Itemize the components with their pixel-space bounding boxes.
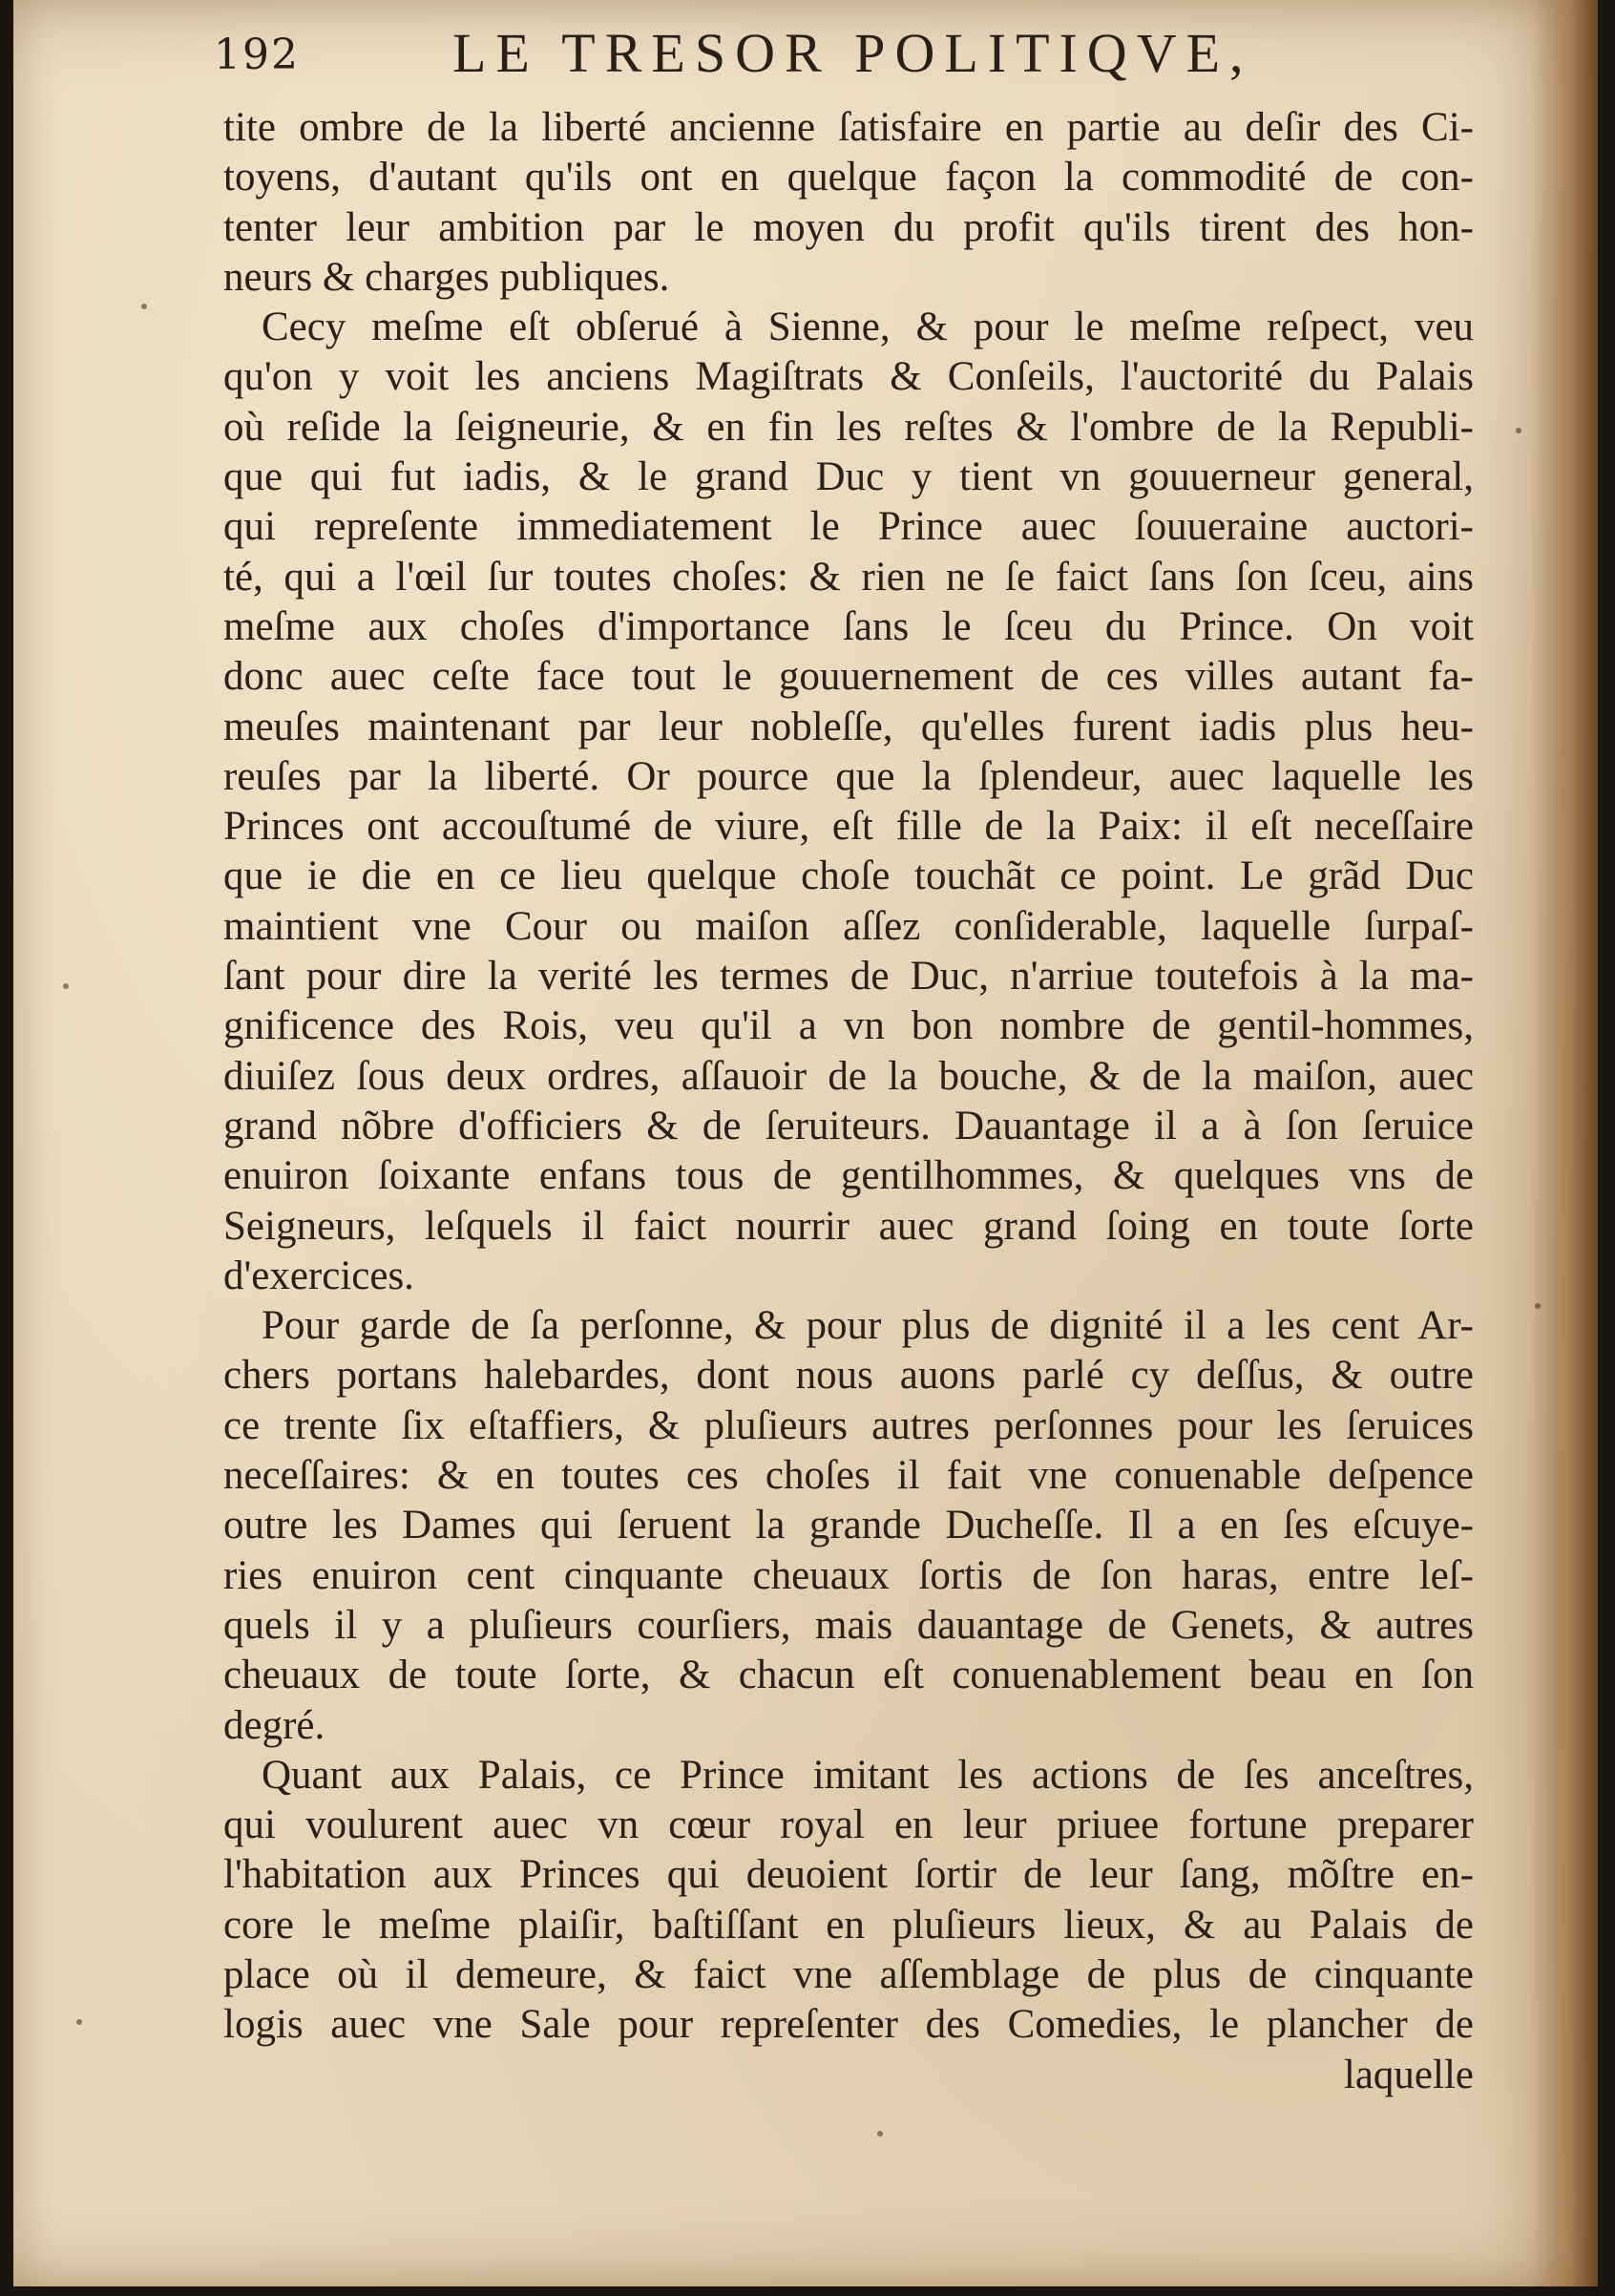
paper-speck: [141, 304, 147, 309]
text-line: Seigneurs, leſquels il faict nourrir auec grand ſoing en toute ſorte: [223, 1203, 1474, 1249]
text-line: tite ombre de la liberté ancienne ſatisfaire en partie au deſir des Ci-: [223, 105, 1474, 150]
text-line: chers portans halebardes, dont nous auons parlé cy deſſus, & outre: [223, 1353, 1474, 1399]
text-line: que qui fut iadis, & le grand Duc y tient vn gouuerneur general,: [223, 454, 1474, 500]
text-line: meuſes maintenant par leur nobleſſe, qu'elles furent iadis plus heu-: [223, 704, 1474, 749]
text-line: Quant aux Palais, ce Prince imitant les actions de ſes anceſtres,: [262, 1752, 1474, 1798]
text-line: l'habitation aux Princes qui deuoient ſortir de leur ſang, mõſtre en-: [223, 1852, 1474, 1898]
text-line: Cecy meſme eſt obſerué à Sienne, & pour le meſme reſpect, veu: [262, 305, 1474, 350]
text-line: où reſide la ſeigneurie, & en fin les reſtes & l'ombre de la Republi-: [223, 404, 1474, 450]
text-line: reuſes par la liberté. Or pource que la ſplendeur, auec laquelle les: [223, 753, 1474, 799]
text-line: qui repreſente immediatement le Prince auec ſouueraine auctori-: [223, 504, 1474, 550]
catchword: laquelle: [1343, 2052, 1474, 2097]
text-line: place où il demeure, & faict vne aſſemblage de plus de cinquante: [223, 1951, 1474, 1997]
text-line: toyens, d'autant qu'ils ont en quelque façon la commodité de con-: [223, 155, 1474, 200]
book-page: [13, 0, 1598, 2286]
text-line: tenter leur ambition par le moyen du profit qu'ils tirent des hon-: [223, 204, 1474, 250]
paper-speck: [877, 2131, 883, 2137]
text-line: gnificence des Rois, veu qu'il a vn bon nombre de gentil-hommes,: [223, 1003, 1474, 1049]
text-line: grand nõbre d'officiers & de ſeruiteurs. Dauantage il a à ſon ſeruice: [223, 1103, 1474, 1148]
text-line: ce trente ſix eſtaffiers, & pluſieurs autres perſonnes pour les ſeruices: [223, 1402, 1474, 1448]
text-line: quels il y a pluſieurs courſiers, mais dauantage de Genets, & autres: [223, 1602, 1474, 1648]
text-line: diuiſez ſous deux ordres, aſſauoir de la bouche, & de la maiſon, auec: [223, 1053, 1474, 1099]
text-line: Princes ont accouſtumé de viure, eſt fille de la Paix: il eſt neceſſaire: [223, 804, 1474, 850]
text-line: qu'on y voit les anciens Magiſtrats & Conſeils, l'auctorité du Palais: [223, 354, 1474, 400]
text-line: cheuaux de toute ſorte, & chacun eſt conuenablement beau en ſon: [223, 1653, 1474, 1698]
body-text: [223, 103, 1474, 2100]
text-line: qui voulurent auec vn cœur royal en leur priuee fortune preparer: [223, 1802, 1474, 1848]
page-number: 192: [214, 31, 300, 79]
text-line: neurs & charges publiques.: [223, 254, 670, 300]
text-line: Pour garde de ſa perſonne, & pour plus de dignité il a les cent Ar-: [262, 1303, 1474, 1349]
text-line: enuiron ſoixante enfans tous de gentilhommes, & quelques vns de: [223, 1153, 1474, 1199]
text-line: d'exercices.: [223, 1253, 414, 1298]
text-line: meſme aux choſes d'importance ſans le ſceu du Prince. On voit: [223, 603, 1474, 649]
text-line: donc auec ceſte face tout le gouuernement de ces villes autant fa-: [223, 654, 1474, 700]
text-line: degré.: [223, 1702, 325, 1748]
page-header: [214, 21, 1502, 88]
text-line: ries enuiron cent cinquante cheuaux ſortis de ſon haras, entre leſ-: [223, 1552, 1474, 1598]
paper-speck: [1516, 428, 1521, 433]
text-line: logis auec vne Sale pour repreſenter des Comedies, le plancher de: [223, 2002, 1474, 2048]
page-spine-shadow: [1531, 0, 1598, 2286]
paper-speck: [76, 2019, 82, 2025]
text-line: que ie die en ce lieu quelque choſe touchãt ce point. Le grãd Duc: [223, 853, 1474, 899]
paper-speck: [63, 983, 69, 989]
paper-speck: [1535, 1303, 1541, 1309]
text-line: ſant pour dire la verité les termes de Duc, n'arriue toutefois à la ma-: [223, 954, 1474, 1000]
text-line: té, qui a l'œil ſur toutes choſes: & rien ne ſe faict ſans ſon ſceu, ains: [223, 554, 1474, 600]
text-line: maintient vne Cour ou maiſon aſſez conſiderable, laquelle ſurpaſ-: [223, 903, 1474, 949]
running-title: LE TRESOR POLITIQVE,: [452, 22, 1253, 84]
text-line: neceſſaires: & en toutes ces choſes il fait vne conuenable deſpence: [223, 1453, 1474, 1499]
text-line: outre les Dames qui ſeruent la grande Ducheſſe. Il a en ſes eſcuye-: [223, 1503, 1474, 1548]
text-line: core le meſme plaiſir, baſtiſſant en pluſieurs lieux, & au Palais de: [223, 1902, 1474, 1948]
